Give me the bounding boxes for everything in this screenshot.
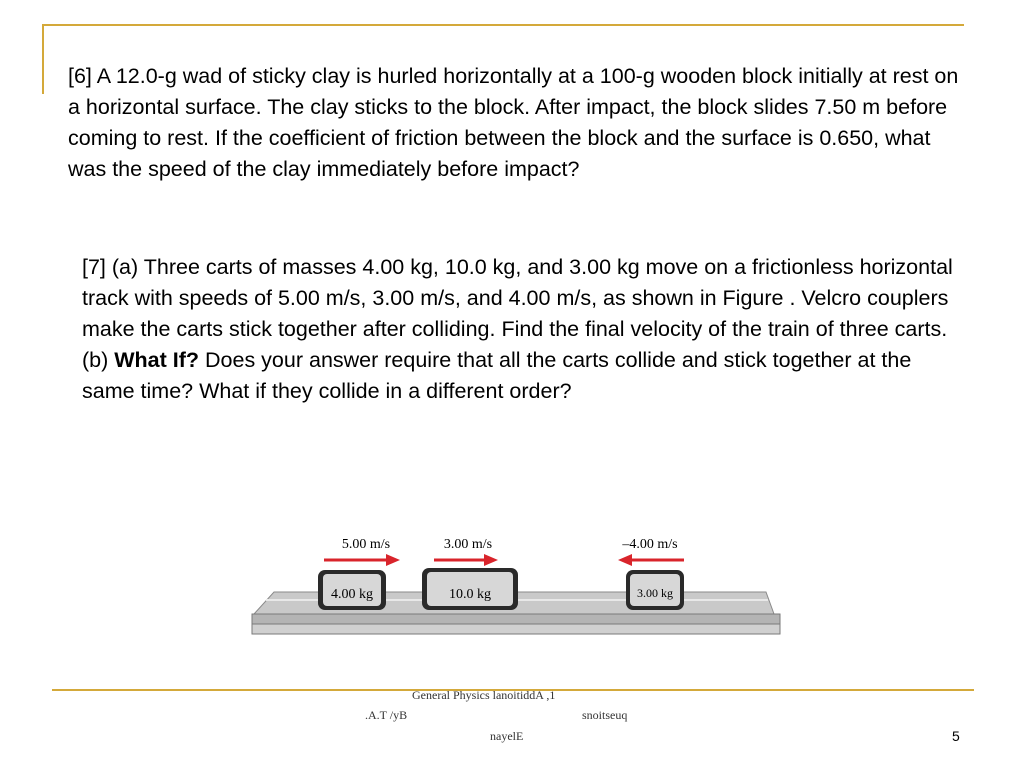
cart-2-velocity-label: 3.00 m/s <box>443 537 493 552</box>
footer-line-1: General Physics lanoitiddA ,1 <box>412 688 556 702</box>
cart-1-velocity-label: 5.00 m/s <box>341 537 391 552</box>
cart-3-velocity-arrow <box>618 554 684 566</box>
cart-3-velocity-label: –4.00 m/s <box>622 537 678 552</box>
question-7-text <box>82 252 962 407</box>
left-rule <box>42 24 44 94</box>
question-6-text: [6] A 12.0-g wad of sticky clay is hurled horizontally at a 100-g wooden block initially at rest on a horizontal surface. The clay sticks to the block. After impact, the block slides 7.50 m before coming to rest. If the coefficient of friction between the block and the surface is 0.650, what was the speed of the clay immediately before impact? <box>68 64 959 181</box>
footer-line-2-left: .A.T /yB <box>365 708 408 722</box>
track-foot <box>252 624 780 634</box>
track-base <box>252 614 780 624</box>
page-number: 5 <box>952 728 960 744</box>
footer-line-2-right: snoitseuq <box>582 708 628 722</box>
cart-1-mass-label: 4.00 kg <box>331 587 373 602</box>
question-7-part-b: Does your answer require that all the carts collide and stick together at the same time? What if they collide in a different order? <box>82 348 912 403</box>
top-rule <box>42 24 964 26</box>
cart-2-mass-label: 10.0 kg <box>449 587 491 602</box>
carts-figure <box>246 530 786 642</box>
cart-1-velocity-arrow <box>324 554 400 566</box>
question-7-part-a: [7] (a) Three carts of masses 4.00 kg, 10.0 kg, and 3.00 kg move on a frictionless horizontal track with speeds of 5.00 m/s, 3.00 m/s, and 4.00 m/s, as shown in Figure . Velcro couplers make the carts stick together after colliding. Find the final velocity of the train of three carts. (b) <box>82 255 953 372</box>
cart-3-mass-label: 3.00 kg <box>637 586 673 600</box>
footer-line-3: nayelE <box>490 729 524 743</box>
what-if-label: What If? <box>114 348 200 372</box>
cart-2-velocity-arrow <box>434 554 498 566</box>
